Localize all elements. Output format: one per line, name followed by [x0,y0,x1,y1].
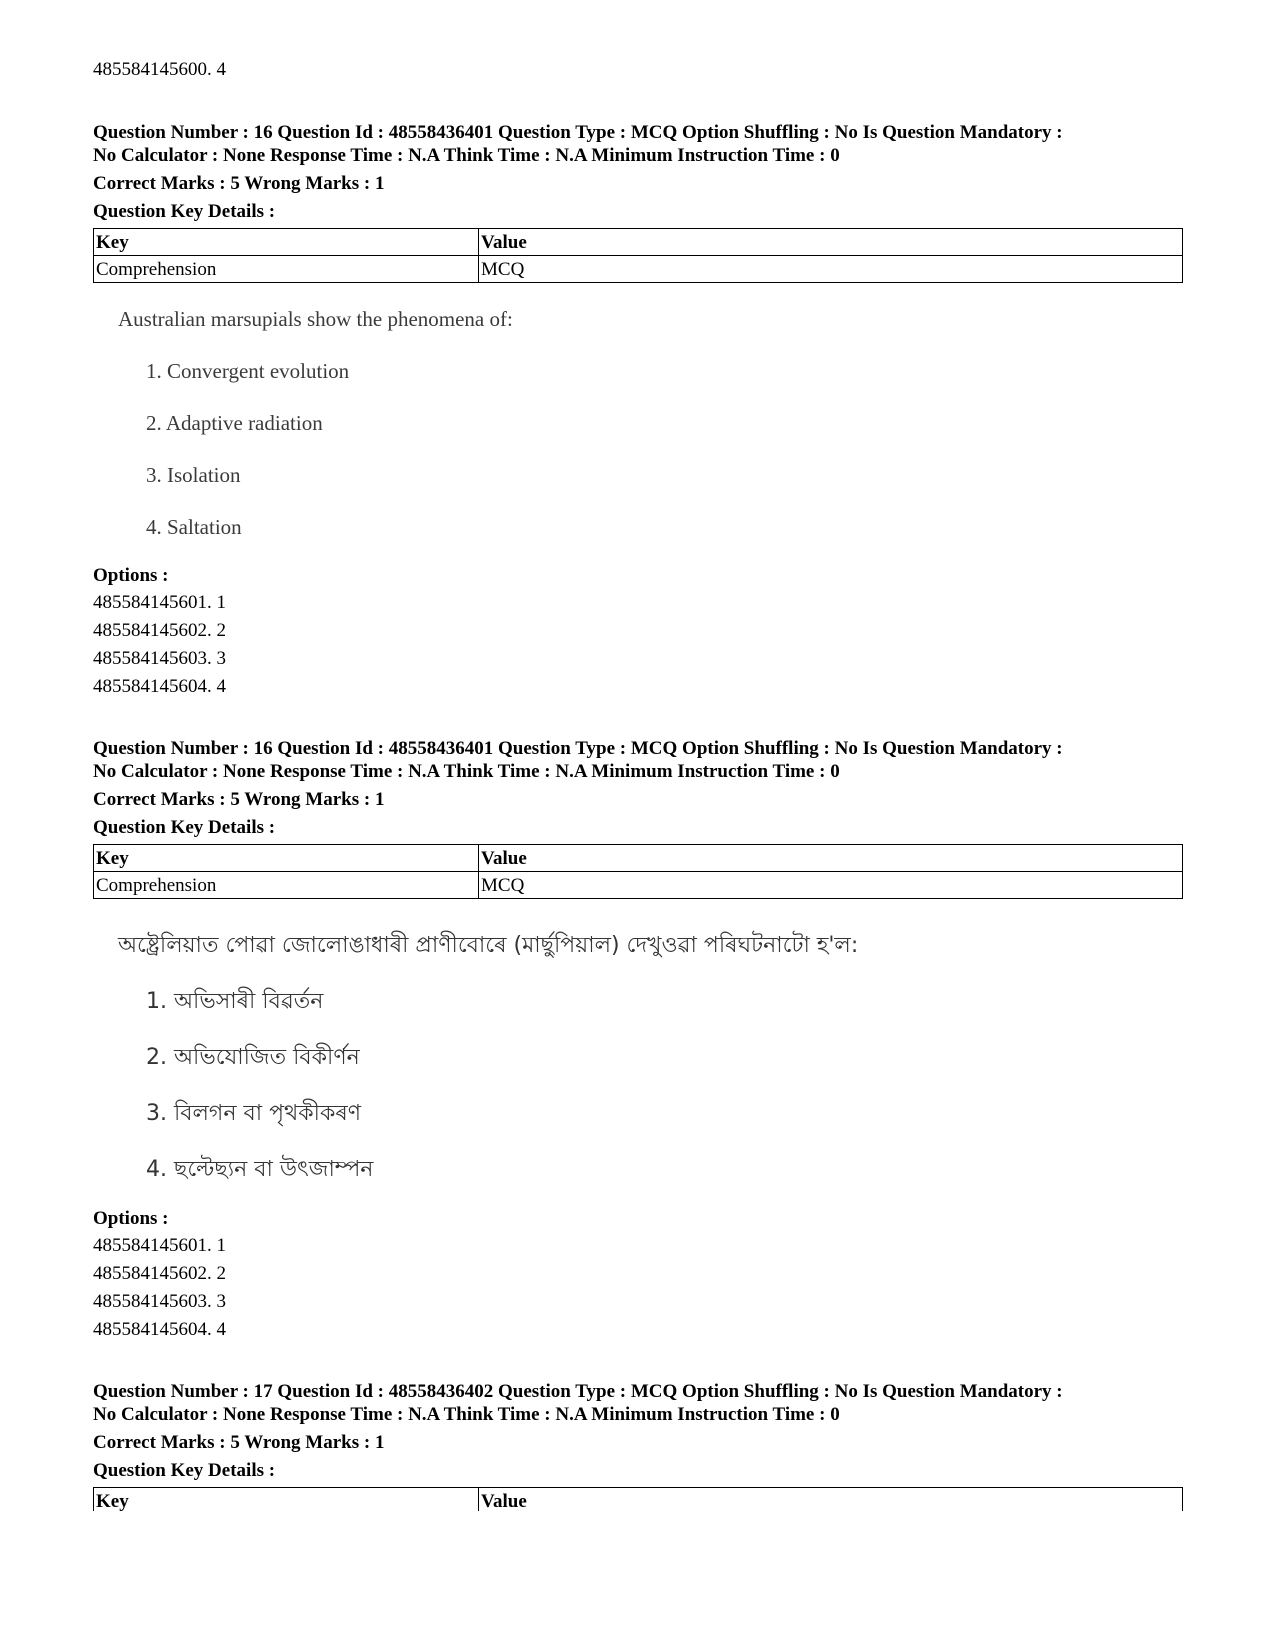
key-header: Key [94,229,479,256]
question-stem: Australian marsupials show the phenomena of: [118,307,513,331]
question-header-line2: No Calculator : None Response Time : N.A Think Time : N.A Minimum Instruction Time : 0 [93,145,840,166]
question-item-4: 4. ছল্টেছ্যন বা উৎজাম্পন [146,1157,374,1182]
value-header: Value [479,229,1183,256]
question-item-3: 3. বিলগন বা পৃথকীকৰণ [146,1101,362,1126]
option-4: 485584145604. 4 [93,676,226,697]
key-details-table [93,228,1183,283]
key-header: Key [94,1488,479,1512]
key-details-table [93,844,1183,899]
key-cell: Comprehension [94,256,479,283]
question-stem: অষ্ট্ৰেলিয়াত পোৱা জোলোঙাধাৰী প্ৰাণীবোৰে (মাৰ্ছুপিয়াল) দেখুওৱা পৰিঘটনাটো হ'ল: [118,933,859,958]
option-2: 485584145602. 2 [93,1263,226,1284]
previous-option-4: 485584145600. 4 [93,59,226,80]
value-header: Value [479,1488,1183,1512]
option-4: 485584145604. 4 [93,1319,226,1340]
value-cell: MCQ [479,872,1183,899]
question-header-line1: Question Number : 16 Question Id : 48558436401 Question Type : MCQ Option Shuffling : No Is Question Mandatory : [93,738,1063,759]
key-cell: Comprehension [94,872,479,899]
question-header-line2: No Calculator : None Response Time : N.A Think Time : N.A Minimum Instruction Time : 0 [93,1404,840,1425]
options-label: Options : [93,565,169,586]
question-item-4: 4. Saltation [146,515,242,539]
option-3: 485584145603. 3 [93,648,226,669]
key-details-label: Question Key Details : [93,817,276,838]
option-1: 485584145601. 1 [93,1235,226,1256]
table-row [94,872,1183,899]
table-header-row [94,1488,1183,1512]
key-details-label: Question Key Details : [93,201,276,222]
marks-line: Correct Marks : 5 Wrong Marks : 1 [93,789,385,810]
option-3: 485584145603. 3 [93,1291,226,1312]
option-1: 485584145601. 1 [93,592,226,613]
question-header-line2: No Calculator : None Response Time : N.A Think Time : N.A Minimum Instruction Time : 0 [93,761,840,782]
key-details-label: Question Key Details : [93,1460,276,1481]
table-row [94,256,1183,283]
value-cell: MCQ [479,256,1183,283]
options-label: Options : [93,1208,169,1229]
key-details-table [93,1487,1183,1511]
question-header-line1: Question Number : 17 Question Id : 48558436402 Question Type : MCQ Option Shuffling : No Is Question Mandatory : [93,1381,1063,1402]
question-header-line1: Question Number : 16 Question Id : 48558436401 Question Type : MCQ Option Shuffling : No Is Question Mandatory : [93,122,1063,143]
question-item-2: 2. Adaptive radiation [146,411,323,435]
table-header-row [94,845,1183,872]
marks-line: Correct Marks : 5 Wrong Marks : 1 [93,1432,385,1453]
key-header: Key [94,845,479,872]
question-item-1: 1. অভিসাৰী বিৱৰ্তন [146,989,324,1014]
option-2: 485584145602. 2 [93,620,226,641]
table-header-row [94,229,1183,256]
question-item-2: 2. অভিযোজিত বিকীৰ্ণন [146,1045,360,1070]
marks-line: Correct Marks : 5 Wrong Marks : 1 [93,173,385,194]
value-header: Value [479,845,1183,872]
key-details-table-clipped [93,1487,1183,1511]
question-item-1: 1. Convergent evolution [146,359,350,383]
question-item-3: 3. Isolation [146,463,241,487]
